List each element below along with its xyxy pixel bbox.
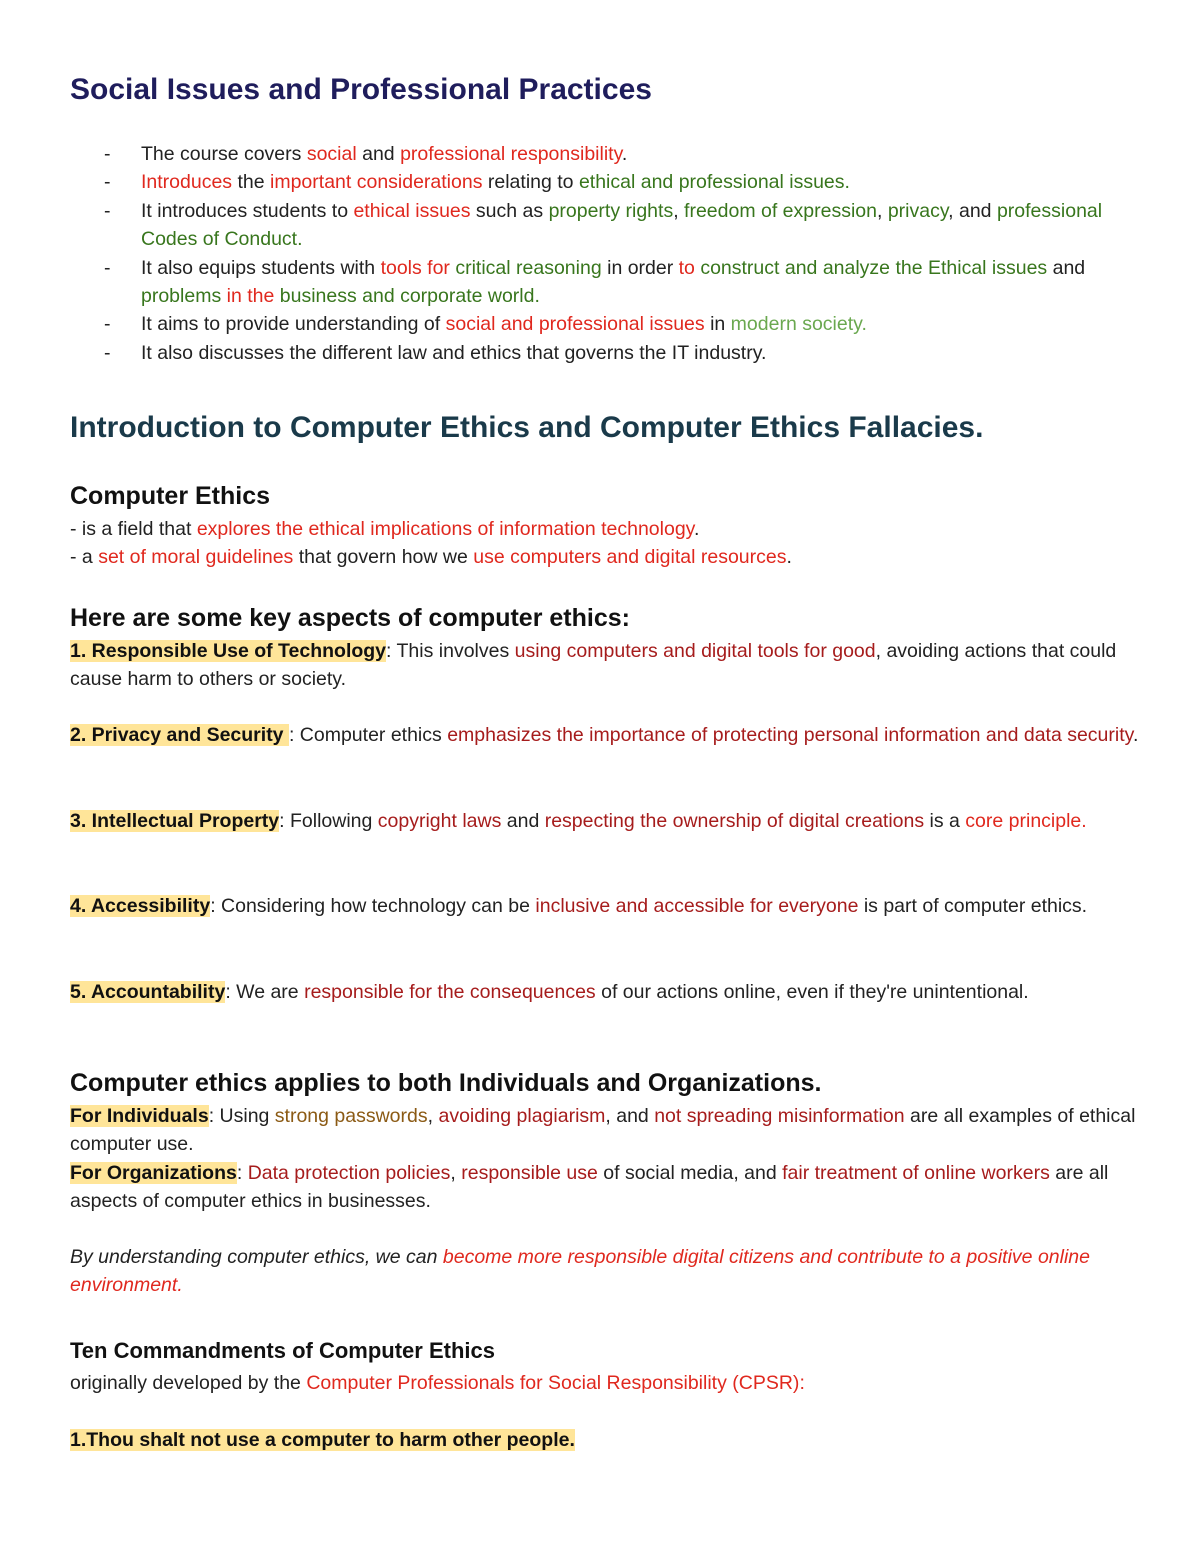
- list-item: - It introduces students to ethical issues such as property rights, freedom of expression, privacy, and professional Codes of Conduct.: [70, 197, 1140, 254]
- highlighted-term: 1. Responsible Use of Technology: [70, 640, 387, 662]
- definition-line: - is a field that explores the ethical implications of information technology.: [70, 518, 700, 540]
- definition-line: - a set of moral guidelines that govern how we use computers and digital resources.: [70, 546, 792, 569]
- subheading-key-aspects: Here are some key aspects of computer ethics:: [70, 604, 630, 632]
- subheading-applies: Computer ethics applies to both Individuals and Organizations.: [70, 1069, 822, 1097]
- aspect-paragraph: 5. Accountability: We are responsible for the consequences of our actions online, even if they're unintentional.: [70, 981, 1029, 1003]
- individuals-paragraph: For Individuals: Using strong passwords, avoiding plagiarism, and not spreading misinformation are all examples of ethical computer use.: [70, 1105, 1136, 1156]
- highlighted-term: 3. Intellectual Property: [70, 810, 280, 832]
- section-title: Introduction to Computer Ethics and Computer Ethics Fallacies.: [70, 411, 984, 444]
- bullet-dash: -: [104, 199, 111, 222]
- list-item: - Introduces the important considerations relating to ethical and professional issues.: [70, 168, 1140, 196]
- commandments-intro: originally developed by the Computer Professionals for Social Responsibility (CPSR):: [70, 1372, 805, 1394]
- page-title: Social Issues and Professional Practices: [70, 73, 652, 106]
- bullet-dash: -: [104, 256, 111, 279]
- organizations-paragraph: For Organizations: Data protection policies, responsible use of social media, and fair treatment of online workers are all aspects of computer ethics in businesses.: [70, 1162, 1109, 1213]
- commandment-item: [70, 1426, 1140, 1454]
- list-item: - It also discusses the different law and ethics that governs the IT industry.: [70, 339, 1140, 367]
- subheading-computer-ethics: Computer Ethics: [70, 482, 271, 510]
- highlighted-term: For Organizations: [70, 1162, 237, 1184]
- bullet-dash: -: [104, 171, 111, 194]
- highlighted-term: 5. Accountability: [70, 981, 226, 1003]
- aspect-paragraph: 2. Privacy and Security : Computer ethics emphasizes the importance of protecting personal information and data security.: [70, 724, 1139, 746]
- highlighted-term: 1.Thou shalt not use a computer to harm other people.: [70, 1429, 575, 1451]
- highlighted-term: 2. Privacy and Security: [70, 724, 289, 746]
- bullet-dash: -: [104, 143, 111, 165]
- closing-paragraph: By understanding computer ethics, we can become more responsible digital citizens and contribute to a positive online environment.: [70, 1246, 1090, 1297]
- aspect-paragraph: 3. Intellectual Property: Following copyright laws and respecting the ownership of digital creations is a core principle.: [70, 810, 1087, 832]
- list-item: - The course covers social and professional responsibility.: [70, 140, 1140, 168]
- aspect-paragraph: 1. Responsible Use of Technology: This involves using computers and digital tools for good, avoiding actions that could cause harm to others or society.: [70, 640, 1117, 691]
- highlighted-term: For Individuals: [70, 1105, 209, 1127]
- intro-bullet-list: [70, 140, 1140, 367]
- highlighted-term: 4. Accessibility: [70, 895, 211, 917]
- definition-paragraph: [70, 515, 1140, 572]
- list-item: - It also equips students with tools for critical reasoning in order to construct and analyze the Ethical issues and problems in the business and corporate world.: [70, 254, 1140, 311]
- aspect-paragraph: 4. Accessibility: Considering how technology can be inclusive and accessible for everyone is part of computer ethics.: [70, 895, 1088, 917]
- bullet-dash: -: [104, 341, 111, 364]
- subheading-commandments: Ten Commandments of Computer Ethics: [70, 1338, 495, 1363]
- list-item: - It aims to provide understanding of social and professional issues in modern society.: [70, 310, 1140, 338]
- bullet-dash: -: [104, 313, 111, 336]
